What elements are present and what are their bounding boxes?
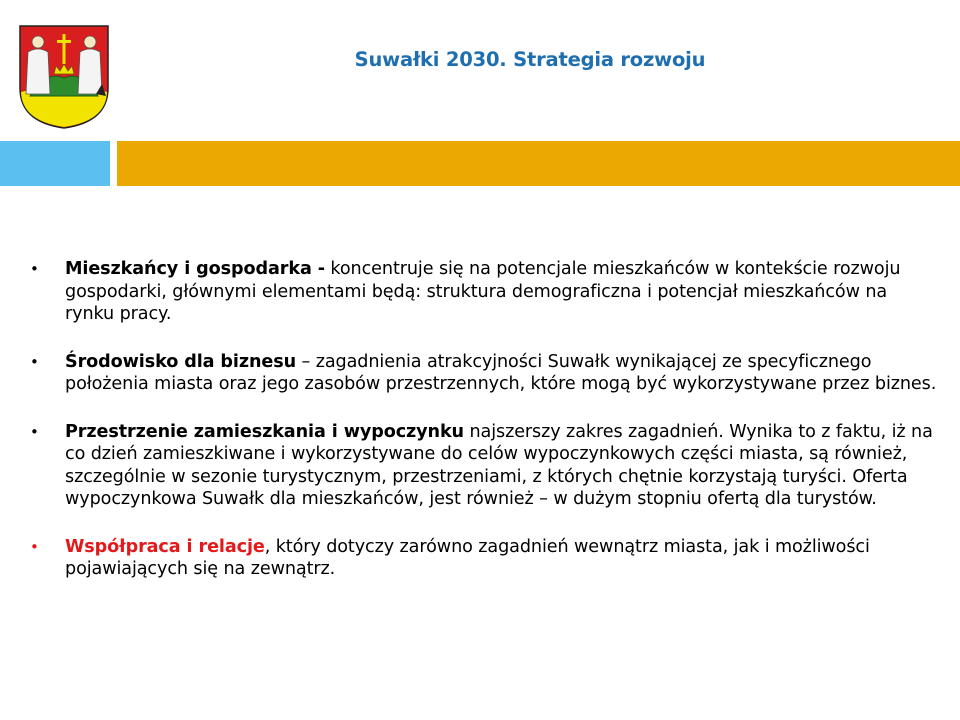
- list-item: [30, 421, 940, 511]
- header-band-left: [0, 141, 110, 186]
- bullet-marker: •: [30, 260, 39, 278]
- item-lead: Środowisko dla biznesu: [65, 351, 297, 372]
- item-text: najszerszy zakres zagadnień. Wynika to z faktu, iż na co dzień zamieszkiwane i wykorzystywane do celów wypoczynkowych części miasta, są również, szczególnie w sezonie turystycznym, przestrzeniami, z których chętnie korzystają turyści. Oferta wypoczynkowa Suwałk dla mieszkańców, jest również – w dużym stopniu ofertą dla turystów.: [65, 421, 933, 509]
- bullet-marker: •: [30, 537, 39, 556]
- list-item: [30, 351, 940, 396]
- item-text: , który dotyczy zarówno zagadnień wewnątrz miasta, jak i możliwości pojawiających się na zewnątrz.: [65, 536, 870, 579]
- item-text: koncentruje się na potencjale mieszkańców w kontekście rozwoju gospodarki, głównymi elementami będą: struktura demograficzna i potencjał mieszkańców na rynku pracy.: [65, 259, 901, 324]
- item-lead: Współpraca i relacje: [65, 536, 265, 557]
- bullet-marker: •: [30, 352, 39, 371]
- bullet-list: [30, 258, 940, 606]
- list-item: [30, 536, 940, 581]
- item-lead: Przestrzenie zamieszkania i wypoczynku: [65, 421, 464, 442]
- list-item: [30, 258, 940, 326]
- item-lead: Mieszkańcy i gospodarka -: [65, 259, 325, 279]
- item-text: – zagadnienia atrakcyjności Suwałk wynikającej ze specyficznego położenia miasta oraz jego zasobów przestrzennych, które mogą być wykorzystywane przez biznes.: [65, 351, 937, 394]
- coat-of-arms-icon: [16, 22, 112, 132]
- page-title: Suwałki 2030. Strategia rozwoju: [354, 48, 706, 71]
- header-band-right: [117, 141, 960, 186]
- bullet-marker: •: [30, 422, 39, 441]
